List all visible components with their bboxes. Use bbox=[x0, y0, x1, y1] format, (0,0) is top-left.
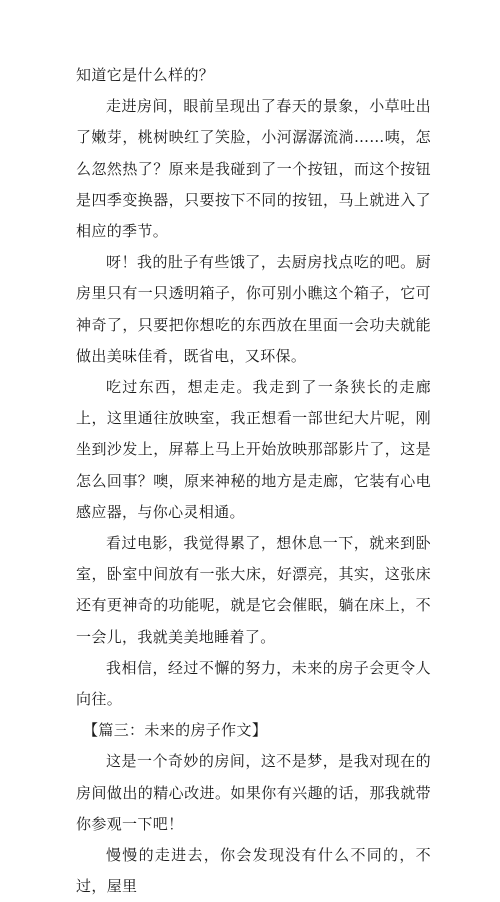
section-heading: 【篇三：未来的房子作文】 bbox=[83, 721, 268, 740]
paragraph-bedroom: 看过电影，我觉得累了，想休息一下，就来到卧室，卧室中间放有一张大床，好漂亮，其实，这张床还有更神奇的功能呢，就是它会催眠，躺在床上，不一会儿，我就美美地睡着了。 bbox=[76, 534, 431, 646]
paragraph-walking-in: 慢慢的走进去，你会发现没有什么不同的，不过，屋里 bbox=[76, 846, 431, 896]
document-body bbox=[76, 60, 431, 902]
paragraph-kitchen: 呀！我的肚子有些饿了，去厨房找点吃的吧。厨房里只有一只透明箱子，你可别小瞧这个箱子，它可神奇了，只要把你想吃的东西放在里面一会功夫就能做出美味佳肴，既省电，又环保。 bbox=[76, 253, 431, 365]
paragraph-continuation: 知道它是什么样的？ bbox=[76, 66, 215, 84]
paragraph-intro: 这是一个奇妙的房间，这不是梦，是我对现在的房间做出的精心改进。如果你有兴趣的话，那我就带你参观一下吧！ bbox=[76, 752, 431, 833]
paragraph-corridor: 吃过东西，想走走。我走到了一条狭长的走廊上，这里通往放映室，我正想看一部世纪大片呢，刚坐到沙发上，屏幕上马上开始放映那部影片了，这是怎么回事？噢，原来神秘的地方是走廊，它装有心电感应器，与你心灵相通。 bbox=[76, 378, 431, 521]
paragraph-entering-room: 走进房间，眼前呈现出了春天的景象，小草吐出了嫩芽，桃树映红了笑脸，小河潺潺流淌……咦，怎么忽然热了？原来是我碰到了一个按钮，而这个按钮是四季变换器，只要按下不同的按钮，马上就进入了相应的季节。 bbox=[76, 97, 431, 241]
paragraph-conclusion: 我相信，经过不懈的努力，未来的房子会更令人向往。 bbox=[76, 658, 431, 709]
